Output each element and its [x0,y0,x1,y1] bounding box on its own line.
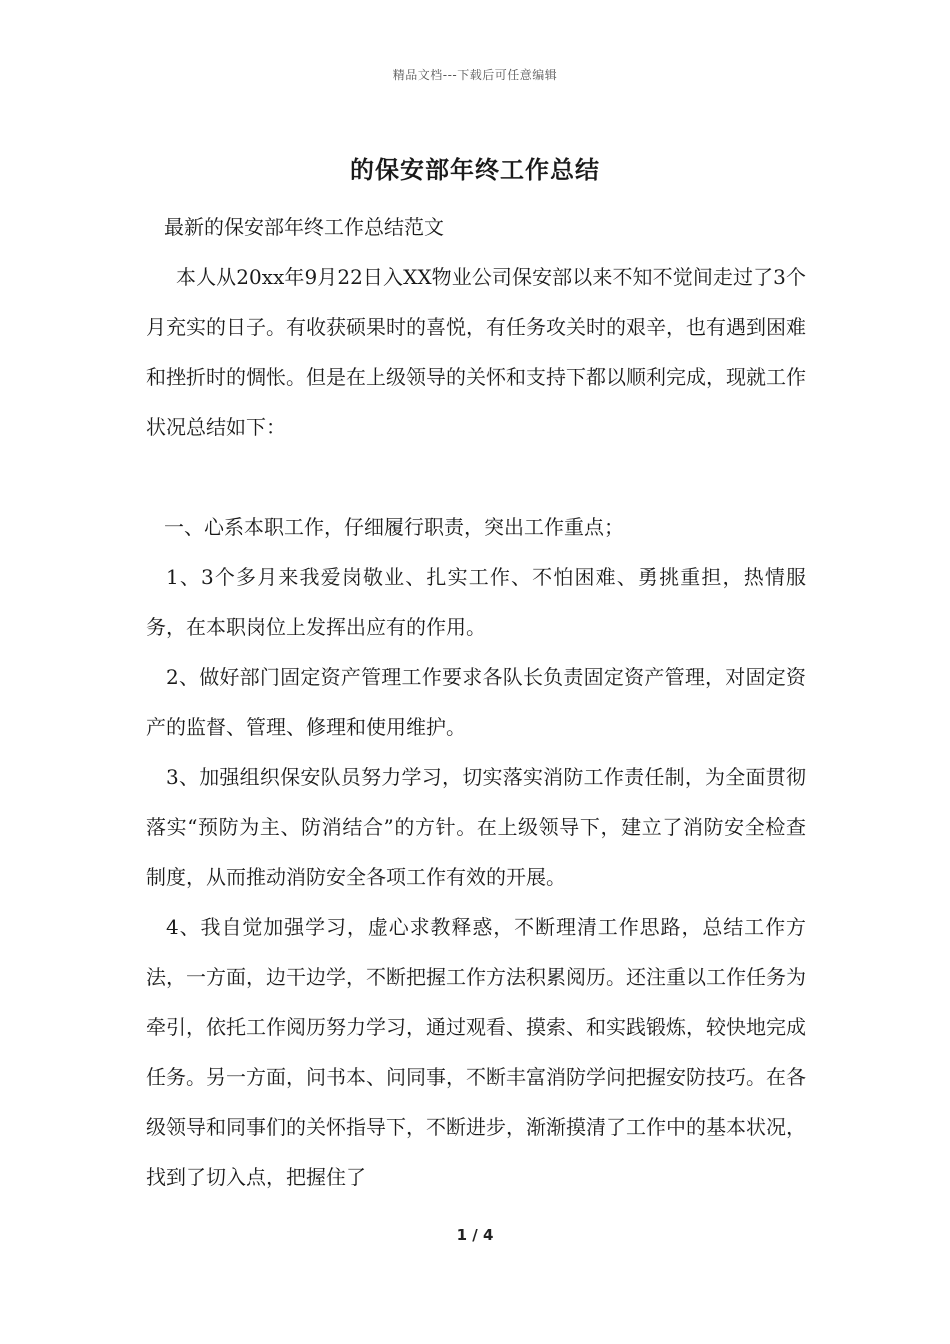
list-item: 2、做好部门固定资产管理工作要求各队长负责固定资产管理，对固定资产的监督、管理、修理和使用维护。 [146,665,806,739]
document-body [146,202,806,1202]
document-title: 的保安部年终工作总结 [350,155,600,184]
document-subtitle: 最新的保安部年终工作总结范文 [164,215,444,239]
page-number: 1 / 4 [456,1226,494,1244]
header-note: 精品文档---下载后可任意编辑 [392,68,558,82]
list-item: 1、3个多月来我爱岗敬业、扎实工作、不怕困难、勇挑重担，热情服务，在本职岗位上发挥出应有的作用。 [146,565,806,639]
paragraph-spacer [146,452,806,502]
list-item: 3、加强组织保安队员努力学习，切实落实消防工作责任制，为全面贯彻落实“预防为主、防消结合”的方针。在上级领导下，建立了消防安全检查制度，从而推动消防安全各项工作有效的开展。 [146,765,806,889]
intro-paragraph: 本人从20xx年9月22日入XX物业公司保安部以来不知不觉间走过了3个月充实的日子。有收获硕果时的喜悦，有任务攻关时的艰辛，也有遇到困难和挫折时的惆怅。但是在上级领导的关怀和支持下都以顺利完成，现就工作状况总结如下： [146,265,806,439]
section-heading: 一、心系本职工作，仔细履行职责，突出工作重点； [164,515,624,539]
list-item: 4、我自觉加强学习，虚心求教释惑，不断理清工作思路，总结工作方法，一方面，边干边学，不断把握工作方法积累阅历。还注重以工作任务为牵引，依托工作阅历努力学习，通过观看、摸索、和实践锻炼，较快地完成任务。另一方面，问书本、问同事，不断丰富消防学问把握安防技巧。在各级领导和同事们的关怀指导下，不断进步，渐渐摸清了工作中的基本状况，找到了切入点，把握住了 [146,915,806,1189]
